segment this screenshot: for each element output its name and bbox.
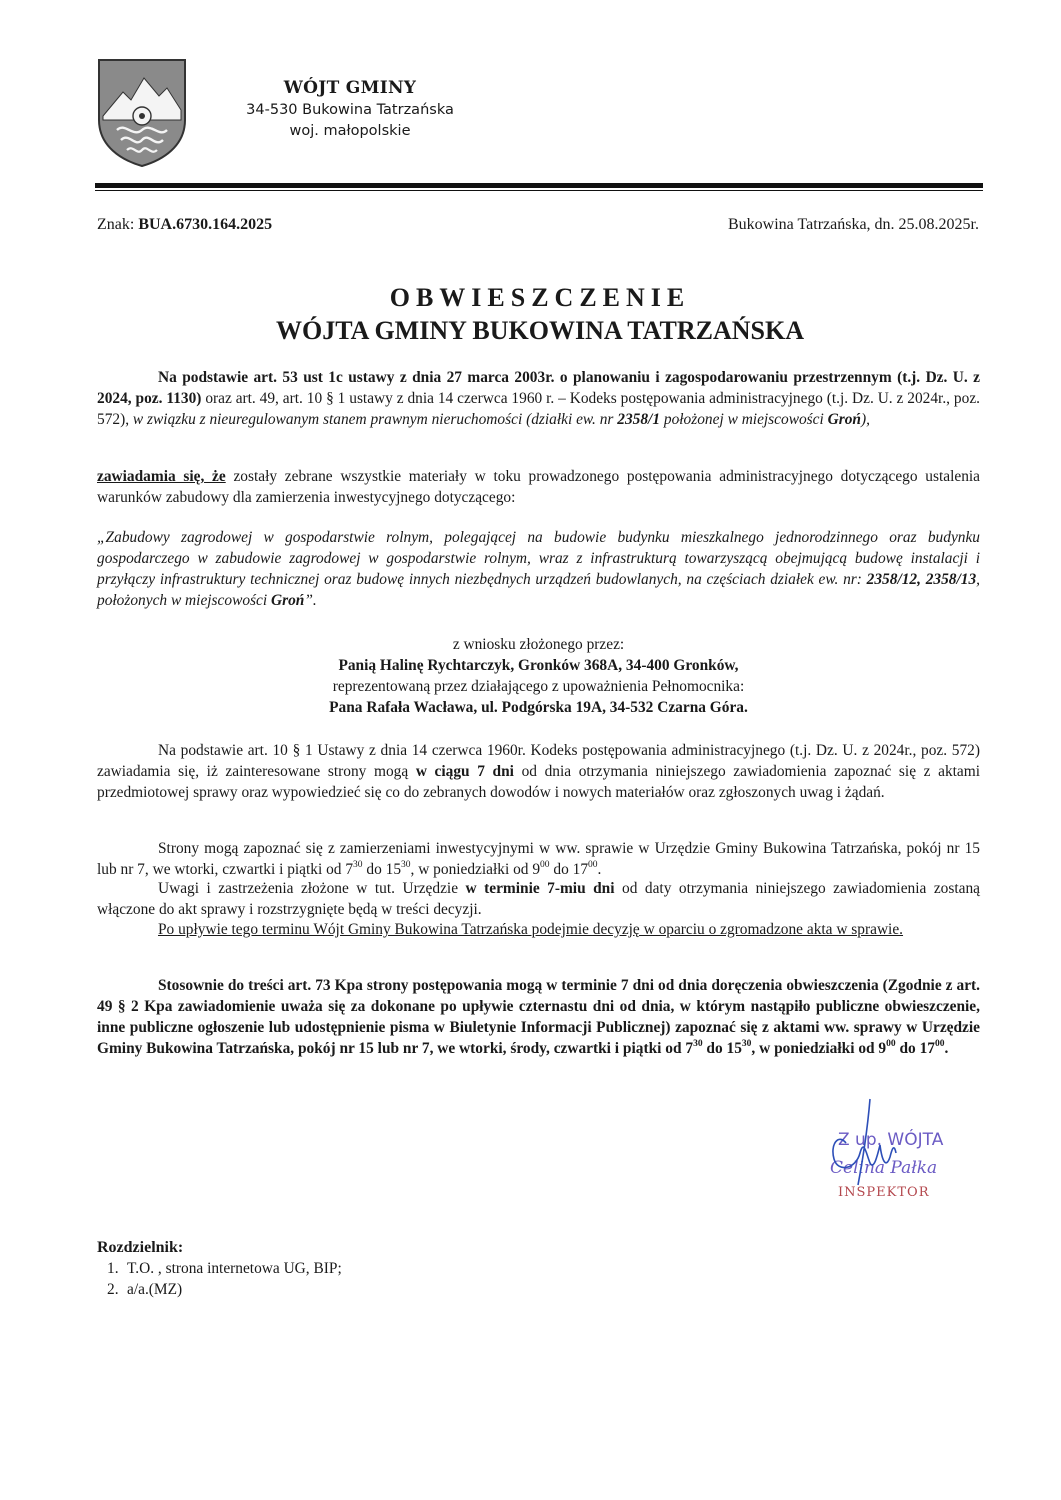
- document-title: OBWIESZCZENIE: [389, 283, 691, 312]
- applicant-intro: z wniosku złożonego przez:: [452, 636, 625, 653]
- article-73-text: .: [944, 1040, 949, 1057]
- list-item: [107, 1258, 342, 1279]
- legal-basis-italic: ),: [860, 411, 870, 428]
- time-minutes: 30: [741, 1038, 752, 1049]
- list-text: a/a.(MZ): [127, 1281, 183, 1298]
- notification-lead: zawiadamia się, że: [97, 468, 226, 485]
- notification-text: zostały zebrane wszystkie materiały w toku prowadzonego postępowania administracyjnego dotyczącego ustalenia warunków zabudowy dla zamierzenia inwestycyjnego dotyczącego:: [97, 468, 980, 506]
- place-name: Groń: [827, 411, 861, 428]
- place-name: Groń: [270, 592, 305, 609]
- distribution-list: [107, 1258, 342, 1300]
- office-hours-text: do 17: [549, 861, 589, 878]
- plot-number: 2358/1: [617, 411, 661, 428]
- list-item: [107, 1279, 342, 1300]
- investment-description: [97, 527, 980, 611]
- deadline: w terminie 7-miu dni: [465, 880, 615, 897]
- place-date: Bukowina Tatrzańska, dn. 25.08.2025r.: [728, 216, 979, 233]
- stamp-line-3: INSPEKTOR: [838, 1185, 930, 1200]
- remarks-text: od daty otrzymania niniejszego zawiadomienia zostaną włączone do akt sprawy i rozstrzygnięte będą w treści decyzji.: [97, 880, 980, 918]
- legal-basis-text: oraz art. 49, art. 10 § 1 ustawy z dnia 14 czerwca 1960 r. – Kodeks postępowania administracyjnego (t.j. Dz. U. z 2024r., poz. 572),: [97, 390, 980, 428]
- reference-value: BUA.6730.164.2025: [138, 216, 273, 233]
- reference-label: Znak:: [97, 216, 135, 233]
- header-divider: [95, 183, 983, 188]
- document-subtitle: WÓJTA GMINY BUKOWINA TATRZAŃSKA: [275, 316, 804, 345]
- list-number: 2.: [107, 1281, 119, 1298]
- office-address: 34-530 Bukowina Tatrzańska: [246, 102, 454, 118]
- article-73-paragraph: [97, 975, 980, 1059]
- time-minutes: 30: [401, 859, 411, 870]
- stamp-line-1: Z up. WÓJTA: [838, 1130, 944, 1150]
- representation-note: reprezentowaną przez działającego z upoważnienia Pełnomocnika:: [332, 678, 745, 695]
- article-73-text: Stosownie do treści art. 73 Kpa strony postępowania mogą w terminie 7 dni od dnia doręczenia obwieszczenia (Zgodnie z art. 49 § 2 Kpa zawiadomienie uważa się za dokonane po upływie czternastu dni od dnia, w którym nastąpiło publiczne obwieszczenie, inne publiczne ogłoszenie lub udostępnienie pisma w Biuletynie Informacji Publicznej) zapoznać się z aktami ww. sprawy w Urzędzie Gminy Bukowina Tatrzańska, pokój nr 15 lub nr 7, we wtorki, środy, czwartki i piątki od 7: [97, 977, 980, 1057]
- header-divider-thin: [95, 190, 983, 191]
- stamp-line-2: Celina Pałka: [830, 1158, 938, 1178]
- review-rights-paragraph: [97, 740, 980, 803]
- office-hours-paragraph: [97, 838, 980, 880]
- distribution-title: Rozdzielnik:: [97, 1239, 184, 1256]
- reference-number: [97, 214, 272, 236]
- municipality-crest-icon: [97, 58, 187, 168]
- proxy-name: Pana Rafała Wacława, ul. Podgórska 19A, 34-532 Czarna Góra.: [329, 699, 748, 716]
- notification-paragraph: [97, 466, 980, 508]
- article-73-text: , w poniedziałki od 9: [751, 1040, 887, 1057]
- letterhead: [200, 76, 500, 142]
- list-text: T.O. , strona internetowa UG, BIP;: [127, 1260, 342, 1277]
- investment-text: , położonych w miejscowości: [97, 571, 981, 609]
- review-text: od dnia otrzymania niniejszego zawiadomienia zapoznać się z aktami przedmiotowej sprawy oraz wypowiedzieć się co do zebranych dowodów i nowych materiałów oraz zgłoszonych uwag i żądań.: [97, 763, 980, 801]
- legal-basis-paragraph: [97, 367, 980, 430]
- time-minutes: 00: [886, 1038, 896, 1049]
- article-73-text: do 15: [702, 1040, 742, 1057]
- office-hours-text: do 15: [362, 861, 402, 878]
- investment-text: „Zabudowy zagrodowej w gospodarstwie rolnym, polegającej na budowie budynku mieszkalnego jednorodzinnego oraz budynku gospodarczego w zabudowie zagrodowej w gospodarstwie rolnym, wraz z infrastrukturą towarzyszącą obejmującą budowę instalacji i przyłączy infrastruktury technicznej oraz budowę innych niezbędnych urządzeń budowlanych, na częściach działek ew. nr:: [97, 529, 980, 588]
- decision-paragraph: Po upływie tego terminu Wójt Gminy Bukowina Tatrzańska podejmie decyzję w oparciu o zgromadzone akta w sprawie.: [158, 921, 904, 938]
- list-number: 1.: [107, 1260, 119, 1277]
- office-region: woj. małopolskie: [289, 123, 411, 139]
- legal-basis-bold: Na podstawie art. 53 ust 1c ustawy z dnia 27 marca 2003r. o planowaniu i zagospodarowaniu przestrzennym (t.j. Dz. U. z 2024, poz. 1130): [97, 369, 980, 407]
- applicant-name: Panią Halinę Rychtarczyk, Gronków 368A, 34-400 Gronków,: [338, 657, 739, 674]
- legal-basis-italic: w związku z nieuregulowanym stanem prawnym nieruchomości (działki ew. nr: [132, 411, 618, 428]
- article-73-text: do 17: [895, 1040, 935, 1057]
- legal-basis-italic: położonej w miejscowości: [660, 411, 828, 428]
- time-minutes: 00: [934, 1038, 945, 1049]
- time-minutes: 30: [693, 1038, 703, 1049]
- deadline: w ciągu 7 dni: [415, 763, 514, 780]
- remarks-text: Uwagi i zastrzeżenia złożone w tut. Urzędzie: [158, 880, 466, 897]
- signature-stamp: [808, 1093, 958, 1213]
- remarks-paragraph: [97, 878, 980, 920]
- time-minutes: 00: [540, 859, 550, 870]
- time-minutes: 30: [353, 859, 363, 870]
- review-text: Na podstawie art. 10 § 1 Ustawy z dnia 14 czerwca 1960r. Kodeks postępowania administracyjnego (t.j. Dz. U. z 2024r., poz. 572) zawiadamia się, iż zainteresowane strony mogą: [97, 742, 980, 780]
- office-title: WÓJT GMINY: [283, 78, 417, 98]
- office-hours-text: Strony mogą zapoznać się z zamierzeniami inwestycyjnymi w ww. sprawie w Urzędzie Gminy Bukowina Tatrzańska, pokój nr 15 lub nr 7, we wtorki, czwartki i piątki od 7: [97, 840, 980, 878]
- office-hours-text: .: [597, 861, 602, 878]
- plot-numbers: 2358/12, 2358/13: [866, 571, 977, 588]
- time-minutes: 00: [588, 859, 598, 870]
- office-hours-text: , w poniedziałki od 9: [410, 861, 541, 878]
- investment-text: ”.: [304, 592, 317, 609]
